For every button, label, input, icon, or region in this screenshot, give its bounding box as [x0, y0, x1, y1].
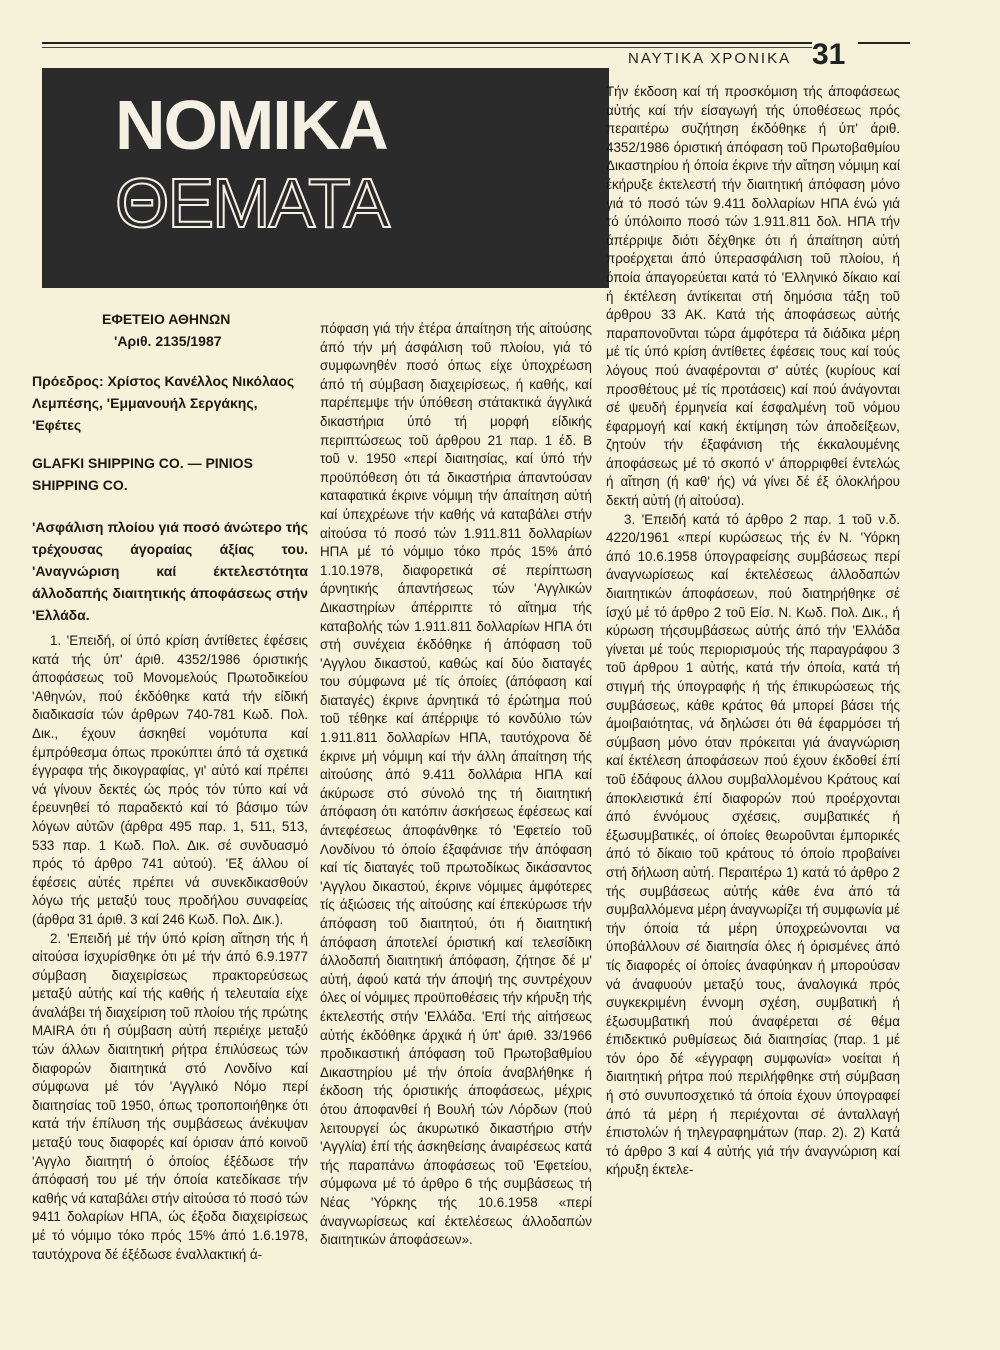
section-banner: [42, 68, 609, 288]
paragraph-2-end: Τήν έκδοση καί τή προσκόμιση τής άποφάσεως αὐτής καί τήν είσαγωγή τής ύποθέσεως πρός περαιτέρω συζήτηση έκδόθηκε ή ύπ' άριθ. 4352/1986 όριστική άπόφαση τοῦ Πρωτοβαθμίου Δικαστηρίου ή όποία έκρινε τήν αἴτηση νόμιμη καί έκήρυξε έκτελεστή τήν διαιτητική άπόφαση μόνο γιά τό ποσό τών 9.411 δολλαρίων ΗΠΑ ένώ γιά τό ύπόλοιπο ποσό τών 1.911.811 δολ. ΗΠΑ τήν άπέρριψε διότι δέχθηκε ότι ή άπαίτηση αὐτή προέρχεται άπό ύπερασφάλιση τοῦ πλοίου, ή όποία άπαγορεύεται κατά τό 'Ελληνικό δίκαιο καί ή έκτέλεση άντίκειται στή δημόσια τάξη τοῦ άρθρου 33 ΑΚ. Κατά τής άποφάσεως αὐτής παραπονοῦνται τώρα άμφότερα τά διάδικα μέρη μέ τίς ύπό κρίση άντίθετες έφέσεις τους καί τούς λόγους πού άναφέρονται σ' αὐτές (κυρίους καί προσθέτους μέ τίς προτάσεις) καί πού άνάγονται σέ ψευδή έρμηνεία καί έσφαλμένη τοῦ νόμου έφαρμογή καί κακή έκτίμηση τών άποδείξεων, ζητούν τήν έξαφάνιση τής έκκαλουμένης άποφάσεως μέ τό σκοπό ν' άπορριφθεί έντελώς ή αἴτηση (ή καθ' ής) νά γίνει δέ έξ όλοκλήρου δεκτή αὐτή (ή αἰτούσα).: [606, 84, 900, 509]
court-name: ΕΦΕΤΕΙΟ ΑΘΗΝΩΝ: [102, 311, 231, 327]
banner-subtitle: ΘΕΜΑΤΑ: [115, 164, 389, 242]
case-summary: 'Ασφάλιση πλοίου γιά ποσό άνώτερο τής τρέχουσας άγοραίας άξίας του. 'Αναγνώριση καί έκτελεστότητα άλλοδαπής διαιτητικής άποφάσεως στήν 'Ελλάδα.: [32, 519, 308, 623]
paragraph-1: 1. 'Επειδή, οί ύπό κρίση άντίθετες έφέσεις κατά τής ύπ' άριθ. 4352/1986 όριστικής άποφάσεως τοῦ Μονομελούς Πρωτοδικείου 'Αθηνών, πού έκδόθηκε κατά τήν είδική διαδικασία τών άρθρων 740-781 Κωδ. Πολ. Δικ., έχουν άσκηθεί νομότυπα καί έμπρόθεσμα όπως προκύπτει άπό τά σχετικά έγγραφα τής δικογραφίας, γι' αὐτό καί πρέπει νά γίνουν δεκτές ώς πρός τόν τύπο καί νά έρευνηθεί τό παραδεκτό καί τό βάσιμο τών λόγων αὐτῶν (άρθρα 495 παρ. 1, 511, 513, 533 παρ. 1 Κωδ. Πολ. Δικ. σέ συνδυασμό πρός τό άρθρο 741 αὐτού). 'Εξ άλλου οί έφέσεις αὐτές πρέπει νά συνεκδικασθούν λόγω τής μεταξύ τους προδήλου συναφείας (άρθρα 31 άριθ. 3 καί 246 Κωδ. Πολ. Δικ.).: [32, 633, 308, 927]
column-2: [320, 320, 592, 1250]
case-parties: GLAFKI SHIPPING CO. — PINIOS SHIPPING CO.: [32, 455, 253, 493]
header-rule: [42, 42, 812, 44]
header-rule-right: [858, 42, 910, 44]
running-title: ΝΑΥΤΙΚΑ ΧΡΟΝΙΚΑ: [628, 50, 792, 67]
case-number: 'Αριθ. 2135/1987: [114, 333, 222, 349]
bench-composition: Πρόεδρος: Χρίστος Κανέλλος Νικόλαος Λεμπέσης, 'Εμμανουήλ Σεργάκης, 'Εφέτες: [32, 373, 295, 433]
column-3: [606, 83, 900, 1180]
page-number: 31: [812, 38, 846, 71]
paragraph-2-continued: πόφαση γιά τήν έτέρα άπαίτηση τής αἰτούσης άπό τήν μή άσφάλιση τοῦ πλοίου, γιά τό συμφωνηθέν ποσό όπως είχε ύποχρέωση άπό τή σύμβαση διαχειρίσεως, ή καθής, καί παρέπεμψε τήν ύπόθεση στάτακτικά άγγλικά δικαστήρια ύπό τή μορφή είδικής περιπτώσεως τοῦ άρθρου 21 παρ. 1 έδ. B τοῦ ν. 1950 «περί διαιτησίας, καί ύπό τήν προϋπόθεση ότι τά δικαστήρια άπαντούσαν καταφατικά έκρινε νόμιμη τήν άπαίτηση αὐτή καί ύπεχρέωνε τήν καθής νά καταβάλει στήν αἰτούσα τό ποσό τών 1.911.811 δολλαρίων ΗΠΑ μέ τό νόμιμο τόκο πρός 15% άπό 1.10.1978, διαφορετικά σέ περίπτωση άρνητικής άπαντήσεως τών 'Αγγλικών Δικαστηρίων άπέρριπτε τό αἴτημα τής καταβολής τών 1.911.811 δολλαρίων ΗΠΑ ότι στή συνέχεια έκδόθηκε ή άπόφαση τοῦ 'Αγγλου δικαστού, καθώς καί δύο διαταγές του σύμφωνα μέ τίς όποίες (άπόφαση καί διαταγές) έκρινε άρνητικά τό έρώτημα πού τοῦ τέθηκε καί άπέρριψε τό κονδύλιο τών 1.911.811 δολλαρίων ΗΠΑ, ταυτόχρονα δέ έκρινε μή νόμιμη καί τήν άλλη άπαίτηση τής αἰτούσης άπό 9.411 δολλάρια ΗΠΑ καί άκύρωσε στό σύνολό της τή διαιτητική άπόφαση ότι κατόπιν άσκήσεως έφέσεως καί άντεφέσεως άποφάνθηκε τό 'Εφετείο τοῦ Λονδίνου τό όποίο έξαφάνισε τήν άπόφαση καί τίς διαταγές τοῦ πρωτοδίκως δικάσαντος 'Αγγλου δικαστού, έκρινε νόμιμες άμφότερες τίς άξιώσεις τής αἰτούσης καί έπεκύρωσε τήν άπόφαση τοῦ διαιτητού, ότι ή διαιτητική άπόφαση άποτελεί όριστική καί τελεσίδικη άλλοδαπή διαιτητική άπόφαση, ζήτησε δέ μ' αὐτή, άφού κατά τήν άποψή της συντρέχουν όλες οί νόμιμες προϋποθέσεις τήν κήρυξη τής έκτελεστής στήν 'Ελλάδα. 'Επί τής αἰτήσεως αὐτής έκδόθηκε άρχικά ή ύπ' άριθ. 33/1966 προδικαστική άπόφαση τοῦ Πρωτοβαθμίου Δικαστηρίου μέ τήν όποία άναβλήθηκε ή έκδοση τής όριστικής άποφάσεως, μέχρις ότου άποφανθεί ή Βουλή τών Λόρδων (πού λειτουργεί ώς άκυρωτικό δικαστήριο στήν 'Αγγλία) έπί τής άσκηθείσης άναιρέσεως κατά τής παραπάνω άποφάσεως τοῦ 'Εφετείου, σύμφωνα μέ τό άρθρο 6 τής συμβάσεως τή Νέας 'Υόρκης τής 10.6.1958 «περί άναγνωρίσεως καί έκτελέσεως άλλοδαπών διαιτητικών άποφάσεων».: [320, 321, 592, 1248]
paragraph-2: 2. 'Επειδή μέ τήν ύπό κρίση αἴτηση τής ή αἰτούσα ίσχυρίσθηκε ότι μέ τήν άπό 6.9.1977 σύμβαση διαχειρίσεως πρακτορεύσεως μεταξύ αὐτής καί τής καθής ή τελευταία είχε άναλάβει τή διαχείριση τοῦ πλοίου τής πρώτης MAIRA ότι ή σύμβαση αὐτή περιέιχε μεταξύ τών άλλων διαιτητική ρήτρα έπιλύσεως τών διαφορών διαιτητικά στό Λονδίνο καί σύμφωνα μέ τόν 'Αγγλικό Νόμο περί διαιτησίας τοῦ 1950, όπως τροποποιήθηκε ότι κατά τήν έπίλυση τής συμβάσεως άνέκυψαν μεταξύ τους διαφορές καί όρισαν άπό κοινοῦ 'Αγγλο διαιτητή ό όποίος έξέδωσε τήν άπόφασή του μέ τήν όποία κατεδίκασε τήν καθής νά καταβάλει στήν αἰτούσα τό ποσό τών 9411 δολαρίων ΗΠΑ, ώς έξοδα διαχειρίσεως μέ τό νόμιμο τόκο πρός 15% άπό 1.6.1978, ταυτόχρονα δέ έξέδωσε έναλλακτική ά-: [32, 930, 308, 1262]
header-rule-thin: [42, 47, 812, 48]
column-1: [32, 308, 308, 1264]
banner-title: ΝΟΜΙΚΑ: [115, 86, 387, 164]
paragraph-3: 3. 'Επειδή κατά τό άρθρο 2 παρ. 1 τοῦ ν.δ. 4220/1961 «περί κυρώσεως τής έν Ν. 'Υόρκη άπό 10.6.1958 ύπογραφείσης συμβάσεως περί άναγνωρίσεως καί έκτελέσεως άλλοδαπών διαιτητικών άποφάσεων, πού διατηρήθηκε σέ ίσχύ μέ τό άρθρο 2 τοῦ Είσ. Ν. Κωδ. Πολ. Δικ., ή κύρωση τήςσυμβάσεως αὐτής άπό τήν 'Ελλάδα γίνεται μέ τούς περιορισμούς τής παραγράφου 3 τοῦ άρθρου 1 αὐτής, κατά τήν όποία, κατά τή στιγμή τής ύπογραφής ή τής έπικυρώσεως τής συμβάσεως, κάθε κράτος θά μπορεί βάσει τής άμοιβαιότητας, νά δηλώσει ότι θά έφαρμόσει τή σύμβαση μόνο όταν πρόκειται γιά άναγνώριση καί έκτέλεση άποφάσεων πού έχουν έκδοθεί έπί τοῦ έδάφους άλλου συμβαλλομένου Κράτους καί άποκλειστικά έπί διαφορών πού προέρχονται άπό έννόμους σχέσεις, συμβατικές ή έξωσυμβατικές, οί όποίες θεωροῦνται έμπορικές άπό τό δίκαιο τοῦ κράτους τό όποίο προβαίνει στή δήλωση αὐτή. Περαιτέρω 1) κατά τό άρθρο 2 τής συμβάσεως αὐτής κάθε ένα άπό τά συμβαλλόμενα μέρη άναγνωρίζει τή συμφωνία μέ τήν όποία τά μέρη ύποχρεώνονται να ύποβάλλουν σέ διαιτησία όλες ή όρισμένες άπό τίς διαφορές οί όποίες άναφύηκαν ή μπορούσαν νά άναφυούν μεταξύ τους, άναλογικά πρός συγκεκριμένη έννομη σχέση, συμβατική ή έξωσυμβατική πού άναφέρεται σέ θέμα έπιδεκτικό ρυθμίσεως διά διαιτησίας (παρ. 1 μέ τόν όρο δέ «έγγραφη συμφωνία» νοείται ή διαιτητική ρήτρα πού περιλήφθηκε στή σύμβαση ή στό συνυποσχετικό τά όποία έχουν ύπογραφεί άπό τά μέρη ή περιέχονται σέ άνταλλαγή έπιστολών ή τηλεγραφημάτων (παρ. 2). 2) Κατά τό άρθρο 3 καί 4 αὐτής γιά τήν άναγνώριση καί κήρυξη έκτελε-: [606, 511, 900, 1178]
